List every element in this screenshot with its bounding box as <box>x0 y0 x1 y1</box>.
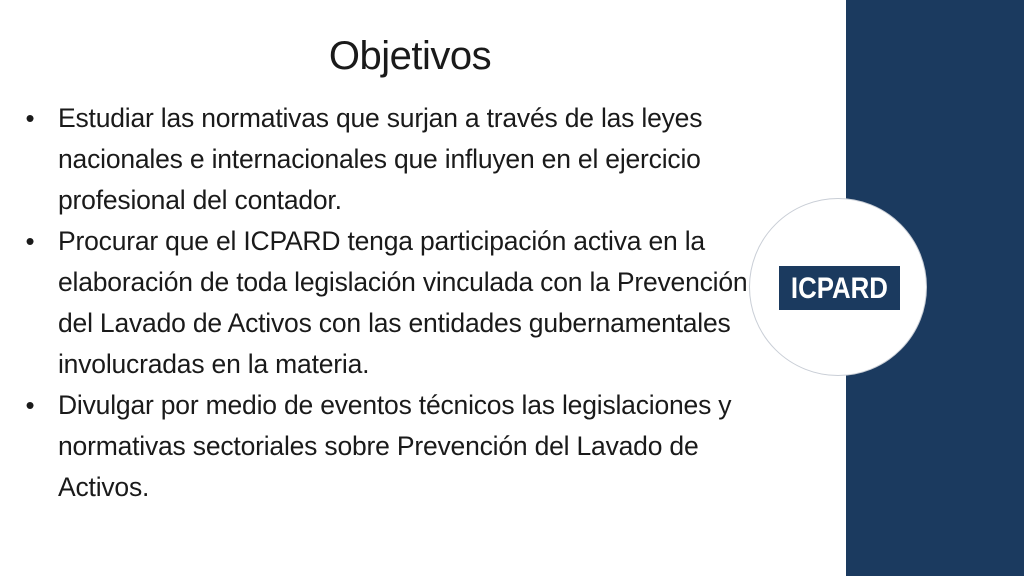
slide-title: Objetivos <box>328 34 492 78</box>
bullet-item <box>18 385 778 508</box>
bullet-icon: • <box>25 103 35 133</box>
icpard-logo <box>779 266 900 310</box>
bullet-item <box>18 221 778 385</box>
bullet-icon: • <box>25 226 35 256</box>
bullet-text: Estudiar las normativas que surjan a través de las leyes nacionales e internacionales que influyen en el ejercicio profesional del contador. <box>58 103 703 215</box>
bullet-text: Procurar que el ICPARD tenga participación activa en la elaboración de toda legislación vinculada con la Prevención del Lavado de Activos con las entidades gubernamentales involucradas en la materia. <box>58 226 748 379</box>
objectives-list <box>18 98 778 508</box>
bullet-item <box>18 98 778 221</box>
bullet-text: Divulgar por medio de eventos técnicos las legislaciones y normativas sectoriales sobre Prevención del Lavado de Activos. <box>58 390 732 502</box>
bullet-icon: • <box>25 390 35 420</box>
logo-text: ICPARD <box>791 272 888 305</box>
